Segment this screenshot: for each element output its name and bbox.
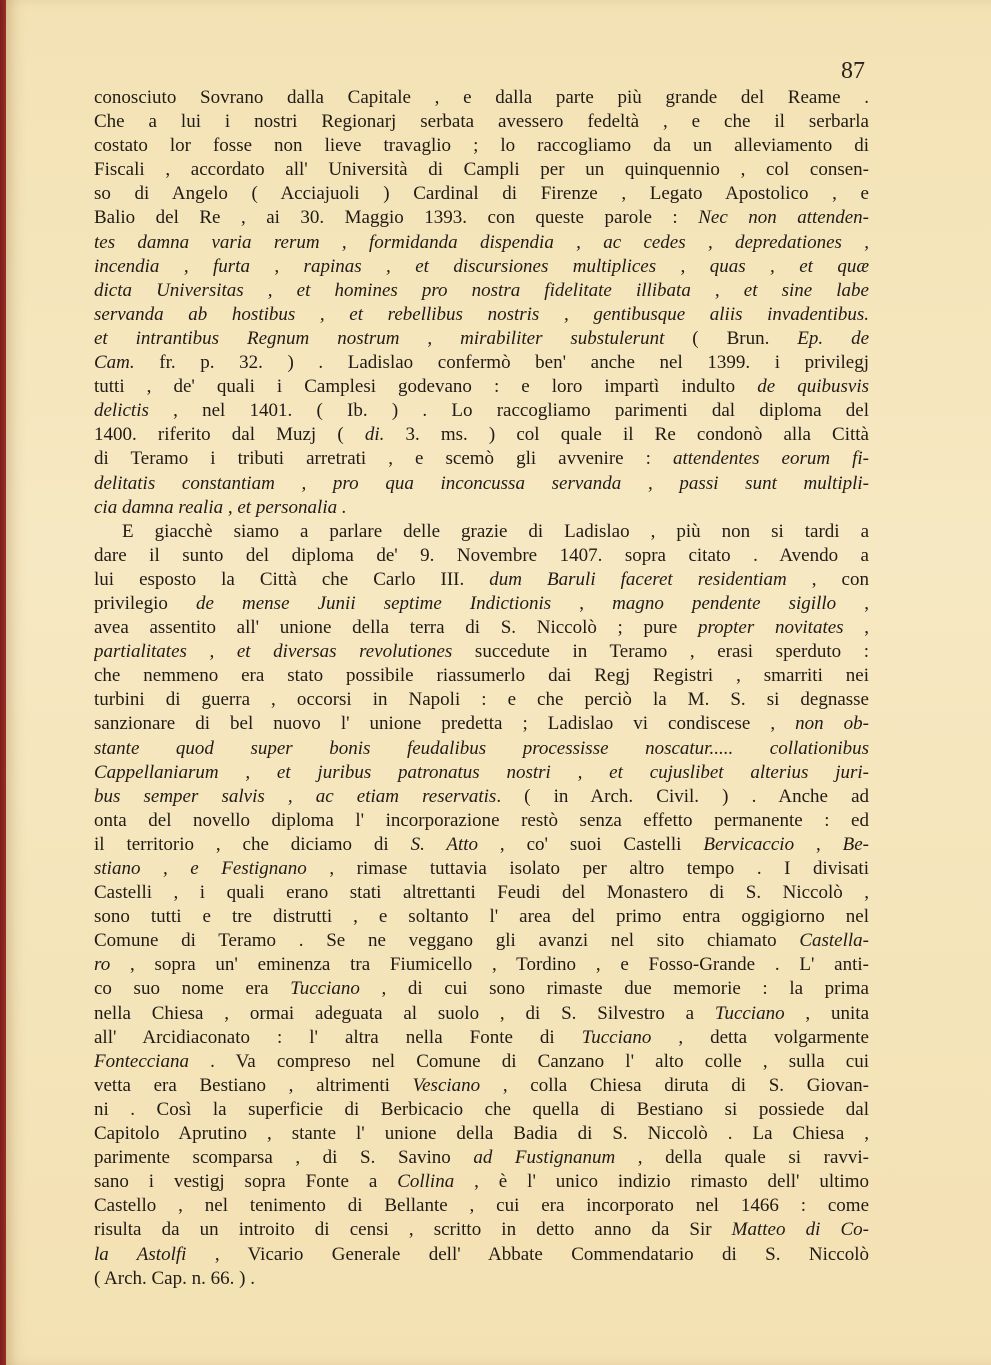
- text-segment: , detta volgarmente: [651, 1026, 869, 1048]
- text-line: [94, 496, 869, 520]
- text-segment: conosciuto Sovrano dalla Capitale , e dalla parte più grande del Reame .: [94, 87, 869, 108]
- italic-text-segment: cia damna realia , et personalia .: [94, 496, 347, 518]
- text-segment: parimente scomparsa , di S. Savino: [94, 1147, 474, 1169]
- text-segment: privilegio: [94, 592, 196, 614]
- text-line: [94, 881, 869, 905]
- text-line: [94, 1146, 869, 1170]
- text-segment: 1400. riferito dal Muzj (: [94, 424, 365, 446]
- text-segment: ( Brun.: [664, 327, 798, 349]
- text-segment: . Va compreso nel Comune di Canzano l' alto colle , sulla cui: [188, 1050, 869, 1072]
- text-line: [94, 544, 869, 568]
- text-segment: , unita: [784, 1002, 869, 1024]
- italic-text-segment: stante quod super bonis feudalibus processisse noscatur..... collationibus: [94, 737, 869, 759]
- text-line: [94, 785, 869, 809]
- text-line: [94, 905, 869, 929]
- text-segment: Castello , nel tenimento di Bellante , cui era incorporato nel 1466 : come: [94, 1195, 869, 1217]
- text-line: [94, 809, 869, 833]
- text-segment: ni . Così la superficie di Berbicacio che quella di Bestiano si possiede dal: [94, 1098, 869, 1120]
- text-line: [94, 1122, 869, 1146]
- text-line: [94, 423, 869, 447]
- text-segment: ( Arch. Cap. n. 66. ) .: [94, 1267, 255, 1289]
- text-line: [94, 592, 869, 616]
- text-segment: , è l' unico indizio rimasto dell' ultimo: [454, 1171, 869, 1193]
- text-segment: ,: [836, 592, 869, 614]
- italic-text-segment: Cappellaniarum , et juribus patronatus nostri , et cujuslibet alterius juri-: [94, 761, 869, 783]
- text-segment: co suo nome era: [94, 978, 291, 1000]
- text-line: [94, 134, 869, 158]
- italic-text-segment: Nec non attenden-: [698, 207, 869, 229]
- text-line: [94, 1002, 869, 1026]
- text-line: [94, 399, 869, 423]
- italic-text-segment: Tucciano: [290, 978, 360, 1000]
- text-line: [94, 664, 869, 688]
- text-segment: sano i vestigj sopra Fonte a: [94, 1171, 398, 1193]
- text-segment: , colla Chiesa diruta di S. Giovan-: [480, 1074, 869, 1096]
- text-segment: avea assentito all' unione della terra di S. Niccolò ; pure: [94, 617, 698, 639]
- italic-text-segment: magno pendente sigillo: [612, 592, 837, 614]
- text-line: [94, 327, 869, 351]
- text-line: [94, 1194, 869, 1218]
- text-segment: vetta era Bestiano , altrimenti: [94, 1074, 413, 1096]
- text-line: [94, 712, 869, 736]
- text-segment: Che a lui i nostri Regionarj serbata avessero fedeltà , e che il serbarla: [94, 111, 869, 133]
- text-line: [94, 1243, 869, 1267]
- italic-text-segment: Collina: [397, 1171, 455, 1193]
- italic-text-segment: delitatis constantiam , pro qua inconcussa servanda , passi sunt multipli-: [94, 472, 869, 494]
- italic-text-segment: tes damna varia rerum , formidanda dispendia , ac cedes , depredationes ,: [94, 231, 869, 253]
- text-line: [94, 977, 869, 1001]
- text-segment: lui esposto la Città che Carlo III.: [94, 568, 490, 590]
- text-segment: 3. ms. ) col quale il Re condonò alla Città: [384, 424, 869, 446]
- text-line: [94, 1170, 869, 1194]
- italic-text-segment: ad Fustignanum: [473, 1147, 616, 1169]
- text-segment: ,: [794, 833, 843, 855]
- text-line: [94, 206, 869, 230]
- text-line: [94, 520, 869, 544]
- italic-text-segment: Bervicaccio: [703, 833, 795, 855]
- text-segment: , Vicario Generale dell' Abbate Commendatario di S. Niccolò: [186, 1243, 869, 1265]
- text-segment: , sopra un' eminenza tra Fiumicello , Tordino , e Fosso-Grande . L' anti-: [110, 954, 869, 976]
- text-segment: , nel 1401. ( Ib. ) . Lo raccogliamo parimenti dal diploma del: [148, 400, 869, 422]
- text-segment: E giacchè siamo a parlare delle grazie di Ladislao , più non si tardi a: [122, 520, 869, 542]
- italic-text-segment: S. Atto: [410, 833, 479, 855]
- text-line: [94, 688, 869, 712]
- text-segment: , di cui sono rimaste due memorie : la prima: [359, 978, 869, 1000]
- text-line: [94, 158, 869, 182]
- text-segment: che nemmeno era stato possibile riassumerlo dai Regj Registri , smarriti nei: [94, 665, 869, 687]
- italic-text-segment: partialitates , et diversas revolutiones: [94, 641, 453, 663]
- italic-text-segment: Tucciano: [714, 1002, 785, 1024]
- text-segment: tutti , de' quali i Camplesi godevano : e loro impartì indulto: [94, 376, 758, 398]
- italic-text-segment: Vesciano: [412, 1074, 481, 1096]
- italic-text-segment: de mense Junii septime Indictionis: [195, 592, 552, 614]
- text-line: [94, 737, 869, 761]
- text-segment: ,: [551, 592, 613, 614]
- text-segment: so di Angelo ( Acciajuoli ) Cardinal di Firenze , Legato Apostolico , e: [94, 183, 869, 205]
- book-page: [6, 0, 991, 1365]
- text-segment: ,: [843, 617, 869, 639]
- text-segment: di Teramo i tributi arretrati , e scemò gli avvenire :: [94, 448, 673, 470]
- text-line: [94, 1267, 869, 1291]
- italic-text-segment: la Astolfi: [94, 1243, 187, 1265]
- italic-text-segment: Tucciano: [581, 1026, 652, 1048]
- text-line: [94, 568, 869, 592]
- text-segment: , con: [786, 568, 869, 590]
- italic-text-segment: non ob-: [795, 713, 869, 735]
- text-segment: , co' suoi Castelli: [478, 833, 704, 855]
- text-segment: il territorio , che diciamo di: [94, 833, 411, 855]
- italic-text-segment: Matteo di Co-: [731, 1219, 869, 1241]
- page-number: 87: [841, 58, 865, 84]
- text-line: [94, 351, 869, 375]
- text-segment: Comune di Teramo . Se ne veggano gli avanzi nel sito chiamato: [94, 930, 800, 952]
- text-line: [94, 857, 869, 881]
- italic-text-segment: dum Baruli faceret residentiam: [489, 568, 787, 590]
- italic-text-segment: incendia , furta , rapinas , et discursiones multiplices , quas , et quæ: [94, 255, 869, 277]
- text-segment: sono tutti e tre distrutti , e soltanto l' area del primo entra oggigiorno nel: [94, 906, 869, 928]
- text-segment: Balio del Re , ai 30. Maggio 1393. con queste parole :: [94, 207, 699, 229]
- text-segment: turbini di guerra , occorsi in Napoli : e che perciò la M. S. si degnasse: [94, 689, 869, 711]
- italic-text-segment: delictis: [94, 400, 149, 422]
- text-line: [94, 279, 869, 303]
- text-segment: . ( in Arch. Civil. ) . Anche ad: [496, 785, 869, 807]
- text-line: [94, 640, 869, 664]
- text-segment: dare il sunto del diploma de' 9. Novembre 1407. sopra citato . Avendo a: [94, 544, 869, 566]
- text-segment: onta del novello diploma l' incorporazione restò senza effetto permanente : ed: [94, 809, 869, 831]
- text-line: [94, 255, 869, 279]
- italic-text-segment: Ep. de: [797, 327, 869, 349]
- italic-text-segment: Cam.: [94, 352, 135, 374]
- italic-text-segment: Fontecciana: [94, 1050, 189, 1072]
- text-segment: risulta da un introito di censi , scritto in detto anno da Sir: [94, 1219, 732, 1241]
- italic-text-segment: servanda ab hostibus , et rebellibus nostris , gentibusque aliis invadentibus.: [94, 303, 869, 325]
- text-segment: Castelli , i quali erano stati altrettanti Feudi del Monastero di S. Niccolò ,: [94, 882, 869, 904]
- text-line: [94, 761, 869, 785]
- italic-text-segment: de quibusvis: [757, 376, 869, 398]
- text-line: [94, 182, 869, 206]
- text-segment: , rimase tuttavia isolato per altro tempo . I divisati: [306, 858, 869, 879]
- italic-text-segment: dicta Universitas , et homines pro nostra fidelitate illibata , et sine labe: [94, 279, 869, 301]
- text-segment: Capitolo Aprutino , stante l' unione della Badia di S. Niccolò . La Chiesa ,: [94, 1123, 869, 1145]
- italic-text-segment: propter novitates: [697, 617, 844, 639]
- text-line: [94, 472, 869, 496]
- text-line: [94, 110, 869, 134]
- text-line: [94, 1074, 869, 1098]
- text-line: [94, 1026, 869, 1050]
- text-segment: nella Chiesa , ormai adeguata al suolo , di S. Silvestro a: [94, 1002, 715, 1024]
- text-line: [94, 929, 869, 953]
- text-segment: fr. p. 32. ) . Ladislao confermò ben' anche nel 1399. i privilegj: [134, 352, 869, 374]
- text-line: [94, 616, 869, 640]
- italic-text-segment: stiano , e Festignano: [94, 858, 307, 879]
- text-line: [94, 375, 869, 399]
- text-segment: succedute in Teramo , erasi sperduto :: [452, 641, 869, 663]
- text-line: [94, 833, 869, 857]
- text-segment: , della quale si ravvi-: [615, 1147, 869, 1169]
- italic-text-segment: ro: [94, 954, 111, 976]
- text-line: [94, 447, 869, 471]
- text-line: [94, 86, 869, 110]
- text-line: [94, 231, 869, 255]
- text-segment: sanzionare di bel nuovo l' unione predetta ; Ladislao vi condiscese ,: [94, 713, 796, 735]
- body-text: [94, 86, 869, 1291]
- italic-text-segment: et intrantibus Regnum nostrum , mirabiliter substulerunt: [94, 327, 665, 349]
- italic-text-segment: attendentes eorum fi-: [672, 448, 869, 470]
- text-segment: Fiscali , accordato all' Università di Campli per un quinquennio , col consen-: [94, 159, 869, 181]
- italic-text-segment: Be-: [842, 833, 869, 855]
- text-line: [94, 303, 869, 327]
- text-line: [94, 1050, 869, 1074]
- text-segment: all' Arcidiaconato : l' altra nella Fonte di: [94, 1026, 582, 1048]
- text-line: [94, 1218, 869, 1242]
- text-line: [94, 1098, 869, 1122]
- italic-text-segment: bus semper salvis , ac etiam reservatis: [94, 785, 497, 807]
- italic-text-segment: di.: [364, 424, 385, 446]
- italic-text-segment: Castella-: [799, 930, 869, 952]
- text-segment: costato lor fosse non lieve travaglio ; lo raccogliamo da un alleviamento di: [94, 135, 869, 157]
- text-line: [94, 953, 869, 977]
